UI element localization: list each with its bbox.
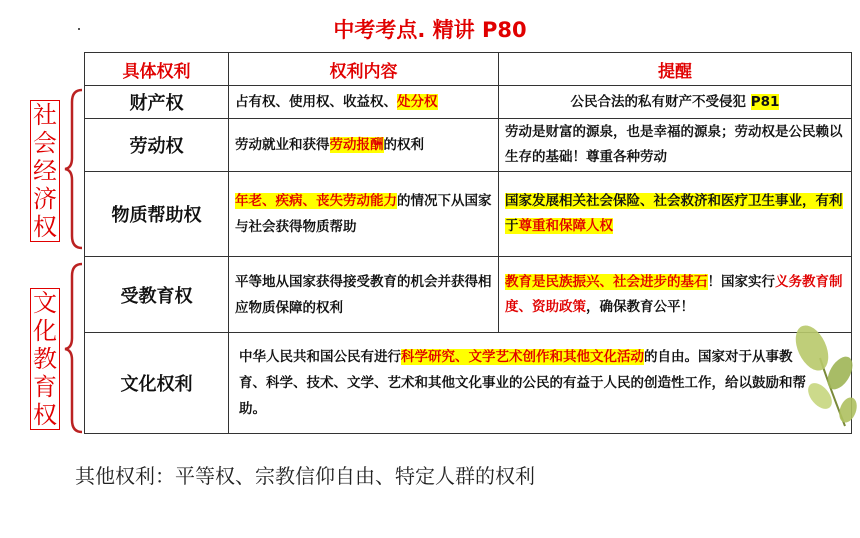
right-name: 物质帮助权 xyxy=(85,172,229,257)
reminder-highlight: 国家发展相关社会保险、社会救济和医疗卫生事业，有利于 xyxy=(505,193,843,234)
page-ref-badge: P81 xyxy=(750,93,780,110)
header-reminder: 提醒 xyxy=(499,53,852,86)
content-highlight: 年老、疾病、丧失劳动能力 xyxy=(235,193,397,209)
table-row xyxy=(85,333,852,434)
table-row xyxy=(85,119,852,172)
side-label-social-economic: 社会经济权 xyxy=(30,100,60,242)
rights-table xyxy=(84,52,852,434)
table-row xyxy=(85,257,852,333)
content-highlight: 处分权 xyxy=(397,94,438,110)
table-row xyxy=(85,172,852,257)
content-text: 的自由。国家对于从事教育、科学、技术、文学、艺术和其他文化事业的公民的有益于人民的创造性工作，给以鼓励和帮助。 xyxy=(239,349,806,417)
right-content xyxy=(229,86,499,119)
leaf-decoration-icon xyxy=(790,318,860,428)
left-brace-icon xyxy=(62,88,86,250)
reminder-highlight: 教育是民族振兴、社会进步的基石 xyxy=(505,273,708,290)
header-content: 权利内容 xyxy=(229,53,499,86)
reminder-highlight: 尊重和保障人权 xyxy=(518,218,613,234)
right-reminder xyxy=(499,86,852,119)
right-name: 受教育权 xyxy=(85,257,229,333)
table-row xyxy=(85,86,852,119)
content-text: 的情况下从国家与社会获得物质帮助 xyxy=(235,193,492,235)
content-text: 中华人民共和国公民有进行 xyxy=(239,349,401,365)
content-text: 的权利 xyxy=(383,137,424,153)
right-content xyxy=(229,333,852,434)
other-rights-text: 其他权利：平等权、宗教信仰自由、特定人群的权利 xyxy=(75,464,535,488)
header-rights: 具体权利 xyxy=(85,53,229,86)
side-label-cultural-education: 文化教育权 xyxy=(30,288,60,430)
reminder-red: 义务教育制度、资助政策 xyxy=(505,273,843,315)
content-highlight: 科学研究、文学艺术创作和其他文化活动 xyxy=(401,349,644,365)
right-content xyxy=(229,119,499,172)
reminder-text: ！国家实行 xyxy=(707,273,775,290)
table-header-row xyxy=(85,53,852,86)
left-brace-icon xyxy=(62,262,86,434)
right-content xyxy=(229,172,499,257)
content-text: 占有权、使用权、收益权、 xyxy=(235,94,397,110)
reminder-text: 公民合法的私有财产不受侵犯 xyxy=(570,93,751,110)
dot-mark xyxy=(78,28,80,30)
right-content: 平等地从国家获得接受教育的机会并获得相应物质保障的权利 xyxy=(229,257,499,333)
content-highlight: 劳动报酬 xyxy=(329,137,384,153)
right-reminder: 劳动是财富的源泉，也是幸福的源泉；劳动权是公民赖以生存的基础！尊重各种劳动 xyxy=(499,119,852,172)
content-text: 劳动就业和获得 xyxy=(235,137,330,153)
reminder-text: ，确保教育公平！ xyxy=(586,298,694,315)
right-name: 文化权利 xyxy=(85,333,229,434)
right-reminder xyxy=(499,172,852,257)
right-name: 劳动权 xyxy=(85,119,229,172)
page-title: 中考考点. 精讲 P80 xyxy=(333,18,527,42)
right-name: 财产权 xyxy=(85,86,229,119)
